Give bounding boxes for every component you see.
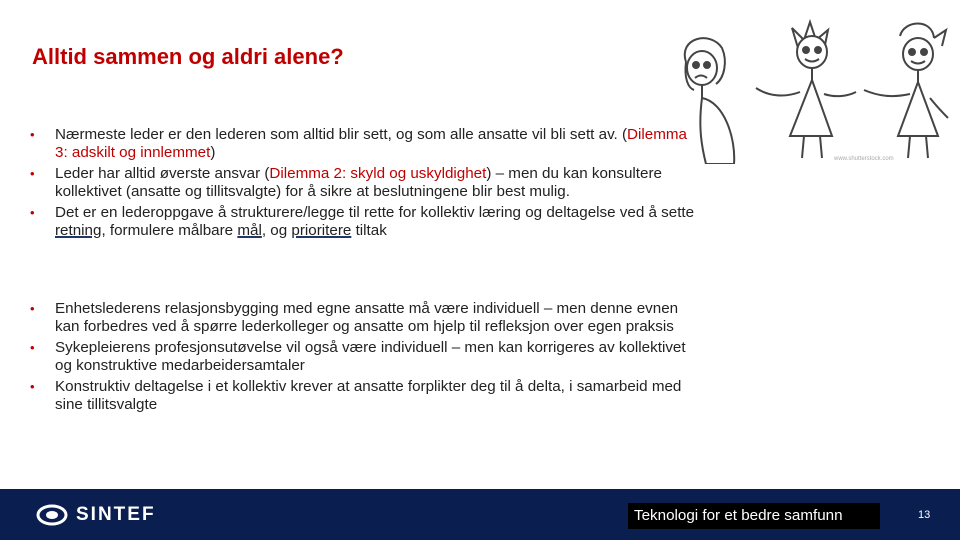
illustration-watermark: www.shutterstock.com (834, 156, 894, 162)
list-item: • Det er en lederoppgave å strukturere/legge til rette for kollektiv læring og deltagelse ved å sette retning, formulere målbare mål, og prioritere tiltak (30, 204, 695, 239)
bullet-dot: • (30, 166, 35, 181)
list-item: • Nærmeste leder er den lederen som alltid blir sett, og som alle ansatte vil bli sett av. (Dilemma 3: adskilt og innlemmet) (30, 126, 687, 161)
bullet-dot: • (30, 127, 35, 142)
bullet-list-leadership (30, 126, 695, 243)
underlined-maal: mål (237, 222, 262, 239)
bullet-list-relations (30, 300, 695, 417)
list-item: • Konstruktiv deltagelse i et kollektiv krever at ansatte forplikter deg til å delta, i samarbeid med sine tillitsvalgte (30, 378, 682, 413)
underlined-prioritere: prioritere (291, 222, 352, 239)
dilemma-2-text: Dilemma 2: skyld og uskyldighet (269, 165, 487, 182)
bullet-dot: • (30, 301, 35, 316)
sintef-logo (36, 503, 156, 527)
bullet-dot: • (30, 205, 35, 220)
list-item: • Enhetslederens relasjonsbygging med egne ansatte må være individuell – men denne evnen kan forbedres ved å spørre lederkolleger og ansatte om hjelp til refleksjon over egen praksis (30, 300, 679, 335)
list-item: • Sykepleierens profesjonsutøvelse vil også være individuell – men kan korrigeres av kollektivet og konstruktive medarbeidersamtaler (30, 339, 686, 374)
sintef-logo-icon (36, 504, 68, 526)
footer-bar (0, 489, 960, 540)
list-item: • Leder har alltid øverste ansvar (Dilemma 2: skyld og uskyldighet) – men du kan konsultere kollektivet (ansatte og tillitsvalgte) for å sikre at beslutningene blir best mulig. (30, 165, 662, 200)
underlined-retning: retning (55, 222, 102, 239)
page-number: 13 (918, 509, 931, 521)
footer-tagline: Teknologi for et bedre samfunn (628, 503, 880, 529)
slide-title: Alltid sammen og aldri alene? (32, 44, 344, 69)
logo-text: SINTEF (76, 504, 156, 525)
bullet-dot: • (30, 379, 35, 394)
bullet-dot: • (30, 340, 35, 355)
dilemma-3-text: Dilemma 3: adskilt og innlemmet (55, 126, 687, 161)
stick-figures-group-icon (664, 18, 960, 164)
